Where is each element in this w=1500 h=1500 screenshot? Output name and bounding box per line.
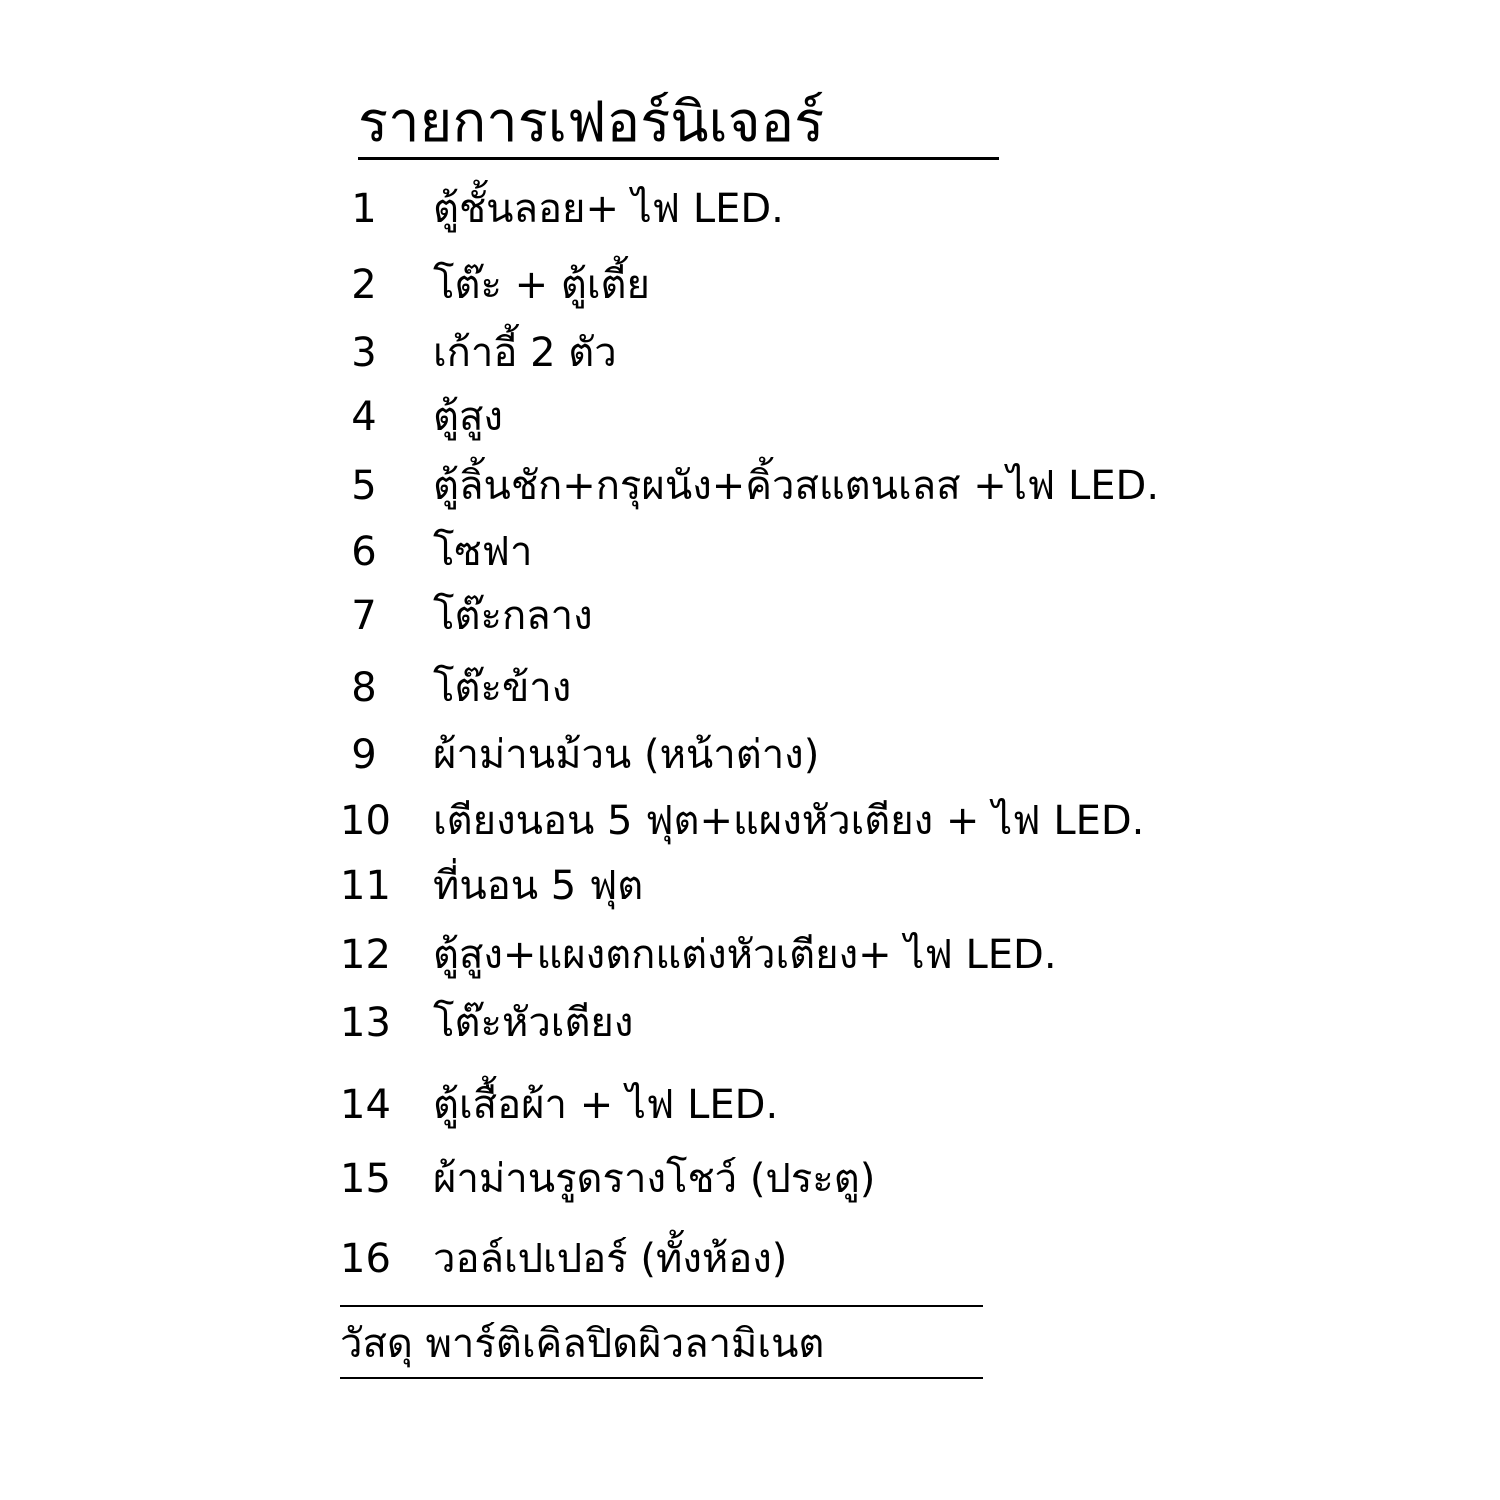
item-name: โซฟา	[433, 529, 533, 575]
item-number: 2	[351, 262, 377, 308]
item-number: 16	[340, 1236, 391, 1282]
item-name: ตู้ชั้นลอย+ ไฟ LED.	[433, 186, 784, 232]
divider-top	[340, 1305, 983, 1307]
title-underline	[358, 157, 999, 160]
divider-bottom	[340, 1377, 983, 1379]
item-number: 11	[340, 863, 391, 909]
item-number: 10	[340, 798, 391, 844]
item-name: วอล์เปเปอร์ (ทั้งห้อง)	[433, 1236, 788, 1282]
item-name: โต๊ะข้าง	[433, 665, 572, 711]
item-name: เก้าอี้ 2 ตัว	[433, 330, 617, 376]
item-name: โต๊ะ + ตู้เตี้ย	[433, 262, 650, 308]
page-title: รายการเฟอร์นิเจอร์	[358, 90, 825, 155]
item-number: 9	[351, 732, 377, 778]
item-number: 8	[351, 665, 377, 711]
item-name: ตู้สูง+แผงตกแต่งหัวเตียง+ ไฟ LED.	[433, 932, 1057, 978]
item-number: 7	[351, 593, 377, 639]
item-number: 1	[351, 186, 377, 232]
item-number: 3	[351, 330, 377, 376]
item-name: โต๊ะหัวเตียง	[433, 1000, 634, 1046]
item-number: 4	[351, 394, 377, 440]
item-name: ตู้เสื้อผ้า + ไฟ LED.	[433, 1082, 779, 1128]
item-name: ผ้าม่านม้วน (หน้าต่าง)	[433, 732, 820, 778]
item-number: 12	[340, 932, 391, 978]
item-name: เตียงนอน 5 ฟุต+แผงหัวเตียง + ไฟ LED.	[433, 798, 1145, 844]
item-number: 5	[351, 463, 377, 509]
item-number: 13	[340, 1000, 391, 1046]
material-note: วัสดุ พาร์ติเคิลปิดผิวลามิเนต	[340, 1321, 825, 1367]
item-name: ตู้สูง	[433, 394, 503, 440]
item-name: ที่นอน 5 ฟุต	[433, 863, 644, 909]
item-number: 6	[351, 529, 377, 575]
item-name: โต๊ะกลาง	[433, 593, 593, 639]
item-number: 14	[340, 1082, 391, 1128]
item-name: ผ้าม่านรูดรางโชว์ (ประตู)	[433, 1156, 876, 1202]
item-name: ตู้ลิ้นชัก+กรุผนัง+คิ้วสแตนเลส +ไฟ LED.	[433, 463, 1160, 509]
item-number: 15	[340, 1156, 391, 1202]
